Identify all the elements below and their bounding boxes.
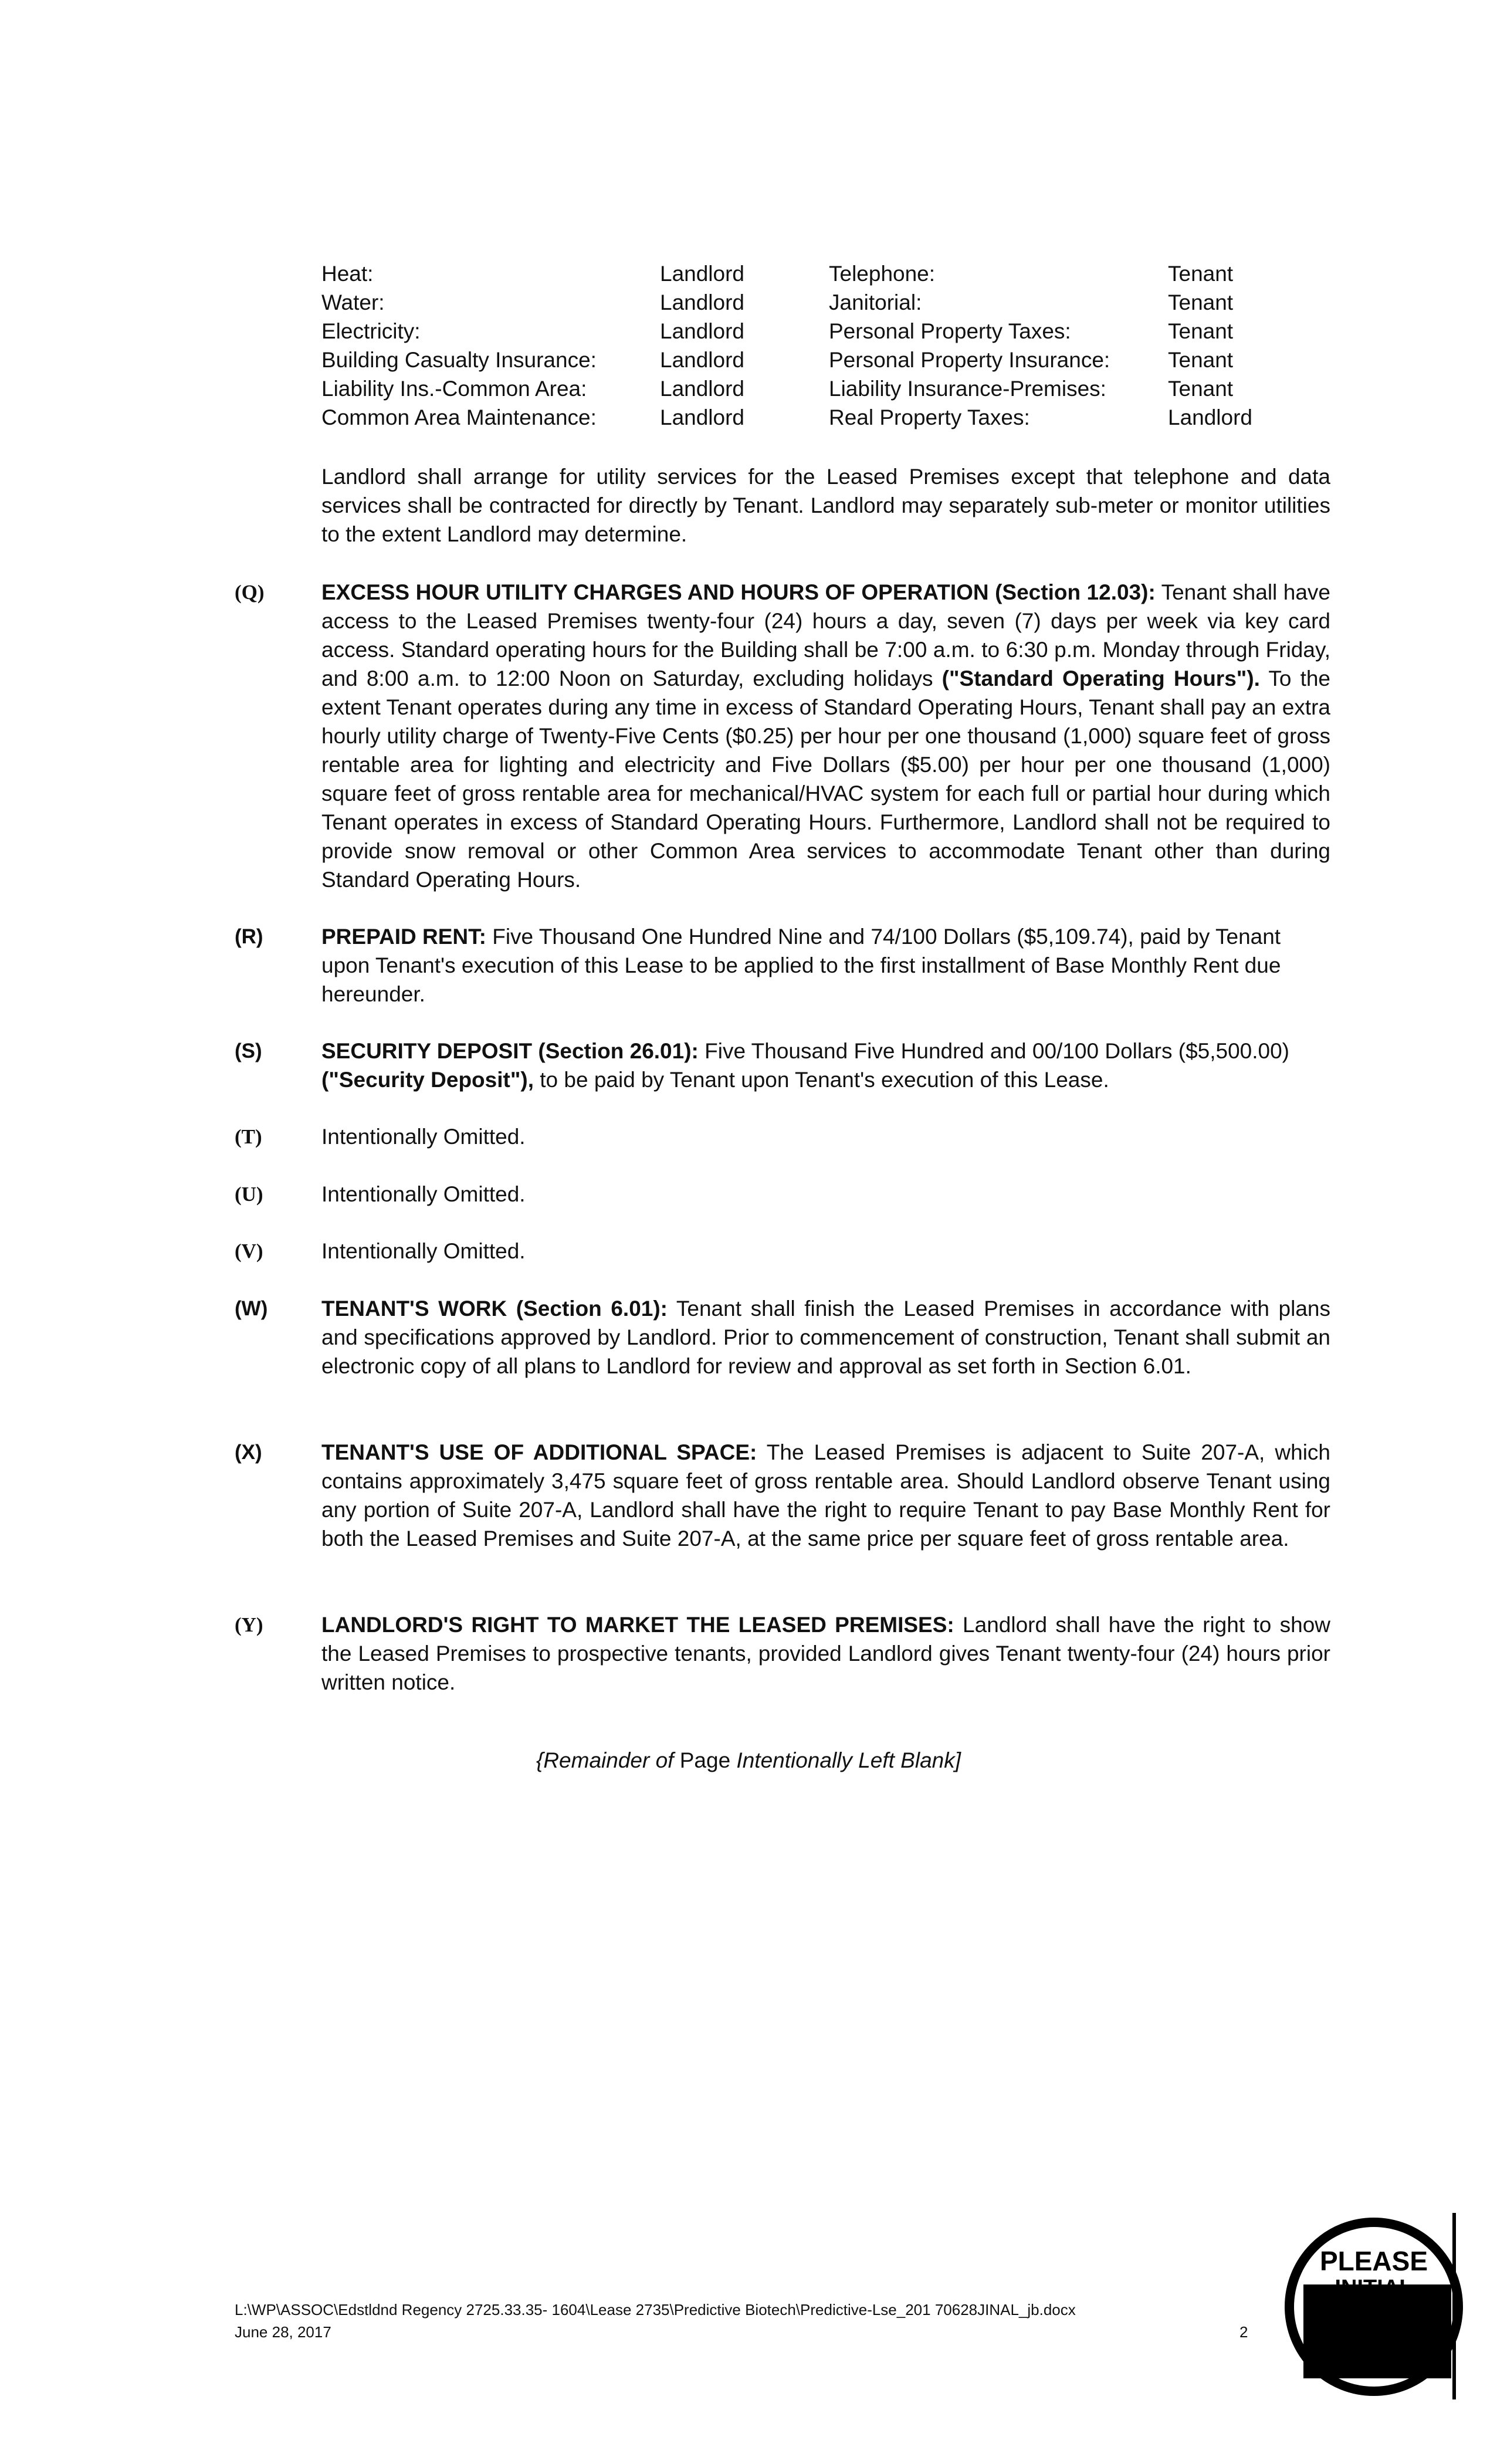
remainder-part3: Intentionally Left Blank] — [730, 1748, 961, 1772]
item-letter-t: (T) — [235, 1125, 262, 1148]
stamp-edge-line — [1452, 2213, 1456, 2399]
item-letter-v: (V) — [235, 1240, 263, 1263]
item-q-defined-term: ("Standard Operating Hours"). — [941, 666, 1260, 691]
utilities-row — [321, 403, 1319, 432]
responsible-party: Landlord — [660, 347, 745, 372]
responsible-party: Landlord — [660, 405, 745, 429]
please-initial-stamp — [1280, 2213, 1468, 2401]
footer-file-path: L:\WP\ASSOC\Edstldnd Regency 2725.33.35- 1604\Lease 2735\Predictive Biotech\Predictive-Lse_201 70628JINAL_jb.docx — [235, 2301, 1076, 2319]
item-y-text: Landlord shall have the right to show the Leased Premises to prospective tenants, provided Landlord gives Tenant twenty-four (24) hours prior written notice. — [321, 1613, 1330, 1694]
item-w — [321, 1294, 1330, 1380]
utility-note: Landlord shall arrange for utility services for the Leased Premises except that telephone and data services shall be contracted for directly by Tenant. Landlord may separately sub-meter or monitor utilities to the extent Landlord may determine. — [321, 465, 1330, 546]
item-u: Intentionally Omitted. — [321, 1182, 526, 1206]
item-q-text2: To the extent Tenant operates during any time in excess of Standard Operating Hours, Tenant shall pay an extra hourly utility charge of Twenty-Five Cents ($0.25) per hour per one thousand (1,000) square feet of gross rentable area for lighting and electricity and Five Dollars ($5.00) per hour per one thousand (1,000) square feet of gross rentable area for mechanical/HVAC system for each full or partial hour during which Tenant operates in excess of Standard Operating Hours. Furthermore, Landlord shall not be required to provide snow removal or other Common Area services to accommodate Tenant other than during Standard Operating Hours. — [321, 666, 1331, 892]
page-number: 2 — [1239, 2323, 1248, 2341]
item-y — [321, 1610, 1330, 1697]
utility-item: Janitorial: — [829, 290, 922, 314]
responsible-party: Tenant — [1168, 319, 1234, 343]
item-s-defined-term: ("Security Deposit"), — [321, 1068, 534, 1092]
utility-item: Heat: — [321, 261, 374, 286]
item-s-text2: to be paid by Tenant upon Tenant's execution of this Lease. — [533, 1068, 1109, 1092]
item-s — [321, 1037, 1330, 1094]
item-x-text: The Leased Premises is adjacent to Suite 207-A, which contains approximately 3,475 square feet of gross rentable area. Should Landlord observe Tenant using any portion of Suite 207-A, Landlord shall have the right to require Tenant to pay Base Monthly Rent for both the Leased Premises and Suite 207-A, at the same price per square feet of gross rentable area. — [321, 1440, 1330, 1551]
responsible-party: Landlord — [660, 290, 745, 314]
item-letter-y: (Y) — [235, 1613, 263, 1636]
utility-item: Liability Insurance-Premises: — [829, 376, 1106, 401]
item-s-heading: SECURITY DEPOSIT (Section 26.01): — [321, 1039, 699, 1063]
responsible-party: Landlord — [660, 319, 745, 343]
remainder-part1: {Remainder of — [536, 1748, 680, 1772]
utility-item: Building Casualty Insurance: — [321, 347, 597, 372]
item-q-heading: EXCESS HOUR UTILITY CHARGES AND HOURS OF OPERATION (Section 12.03): — [321, 580, 1156, 604]
responsible-party: Landlord — [1168, 405, 1253, 429]
utilities-row — [321, 317, 1319, 346]
utility-item: Personal Property Taxes: — [829, 319, 1071, 343]
item-r-heading: PREPAID RENT: — [321, 925, 486, 949]
responsible-party: Landlord — [660, 261, 745, 286]
stamp-initial-box — [1303, 2284, 1451, 2378]
item-x-heading: TENANT'S USE OF ADDITIONAL SPACE: — [321, 1440, 757, 1464]
item-letter-w: (W) — [235, 1297, 268, 1320]
item-x — [321, 1438, 1330, 1553]
item-r-text: Five Thousand One Hundred Nine and 74/100 Dollars ($5,109.74), paid by Tenant upon Tenant's execution of this Lease to be applied to the first installment of Base Monthly Rent due hereunder. — [321, 925, 1281, 1006]
item-q-text1: Tenant shall have access to the Leased Premises twenty-four (24) hours a day, seven (7) days per week via key card access. Standard operating hours for the Building shall be 7:00 a.m. to 6:30 p.m. Monday through Friday, and 8:00 a.m. to 12:00 Noon on Saturday, excluding holidays — [321, 580, 1331, 691]
utilities-row — [321, 288, 1319, 317]
item-v: Intentionally Omitted. — [321, 1239, 526, 1263]
utilities-row — [321, 259, 1319, 288]
utility-item: Real Property Taxes: — [829, 405, 1030, 429]
item-letter-s: (S) — [235, 1040, 262, 1062]
utilities-table — [321, 259, 1319, 432]
item-w-text: Tenant shall finish the Leased Premises in accordance with plans and specifications approved by Landlord. Prior to commencement of construction, Tenant shall submit an electronic copy of all plans to Landlord for review and approval as set forth in Section 6.01. — [321, 1297, 1330, 1378]
item-letter-r: (R) — [235, 925, 263, 948]
utilities-row — [321, 346, 1319, 374]
remainder-notice — [0, 1746, 1497, 1775]
footer-date: June 28, 2017 — [235, 2323, 331, 2341]
item-s-text1: Five Thousand Five Hundred and 00/100 Dollars ($5,500.00) — [698, 1039, 1290, 1063]
item-t: Intentionally Omitted. — [321, 1125, 526, 1149]
responsible-party: Tenant — [1168, 347, 1234, 372]
remainder-part2: Page — [679, 1748, 731, 1772]
item-q — [321, 578, 1330, 894]
utility-item: Electricity: — [321, 319, 421, 343]
item-letter-x: (X) — [235, 1441, 262, 1464]
item-w-heading: TENANT'S WORK (Section 6.01): — [321, 1297, 668, 1321]
utility-item: Common Area Maintenance: — [321, 405, 597, 429]
responsible-party: Tenant — [1168, 290, 1234, 314]
item-y-heading: LANDLORD'S RIGHT TO MARKET THE LEASED PREMISES: — [321, 1613, 954, 1637]
utility-item: Water: — [321, 290, 385, 314]
utility-item: Personal Property Insurance: — [829, 347, 1110, 372]
responsible-party: Tenant — [1168, 376, 1234, 401]
stamp-word-please: PLEASE — [1319, 2246, 1428, 2276]
responsible-party: Landlord — [660, 376, 745, 401]
responsible-party: Tenant — [1168, 261, 1234, 286]
item-letter-q: (Q) — [235, 581, 265, 604]
utility-item: Telephone: — [829, 261, 936, 286]
utilities-row — [321, 374, 1319, 403]
item-letter-u: (U) — [235, 1183, 263, 1206]
utility-item: Liability Ins.-Common Area: — [321, 376, 587, 401]
item-r — [321, 922, 1330, 1008]
